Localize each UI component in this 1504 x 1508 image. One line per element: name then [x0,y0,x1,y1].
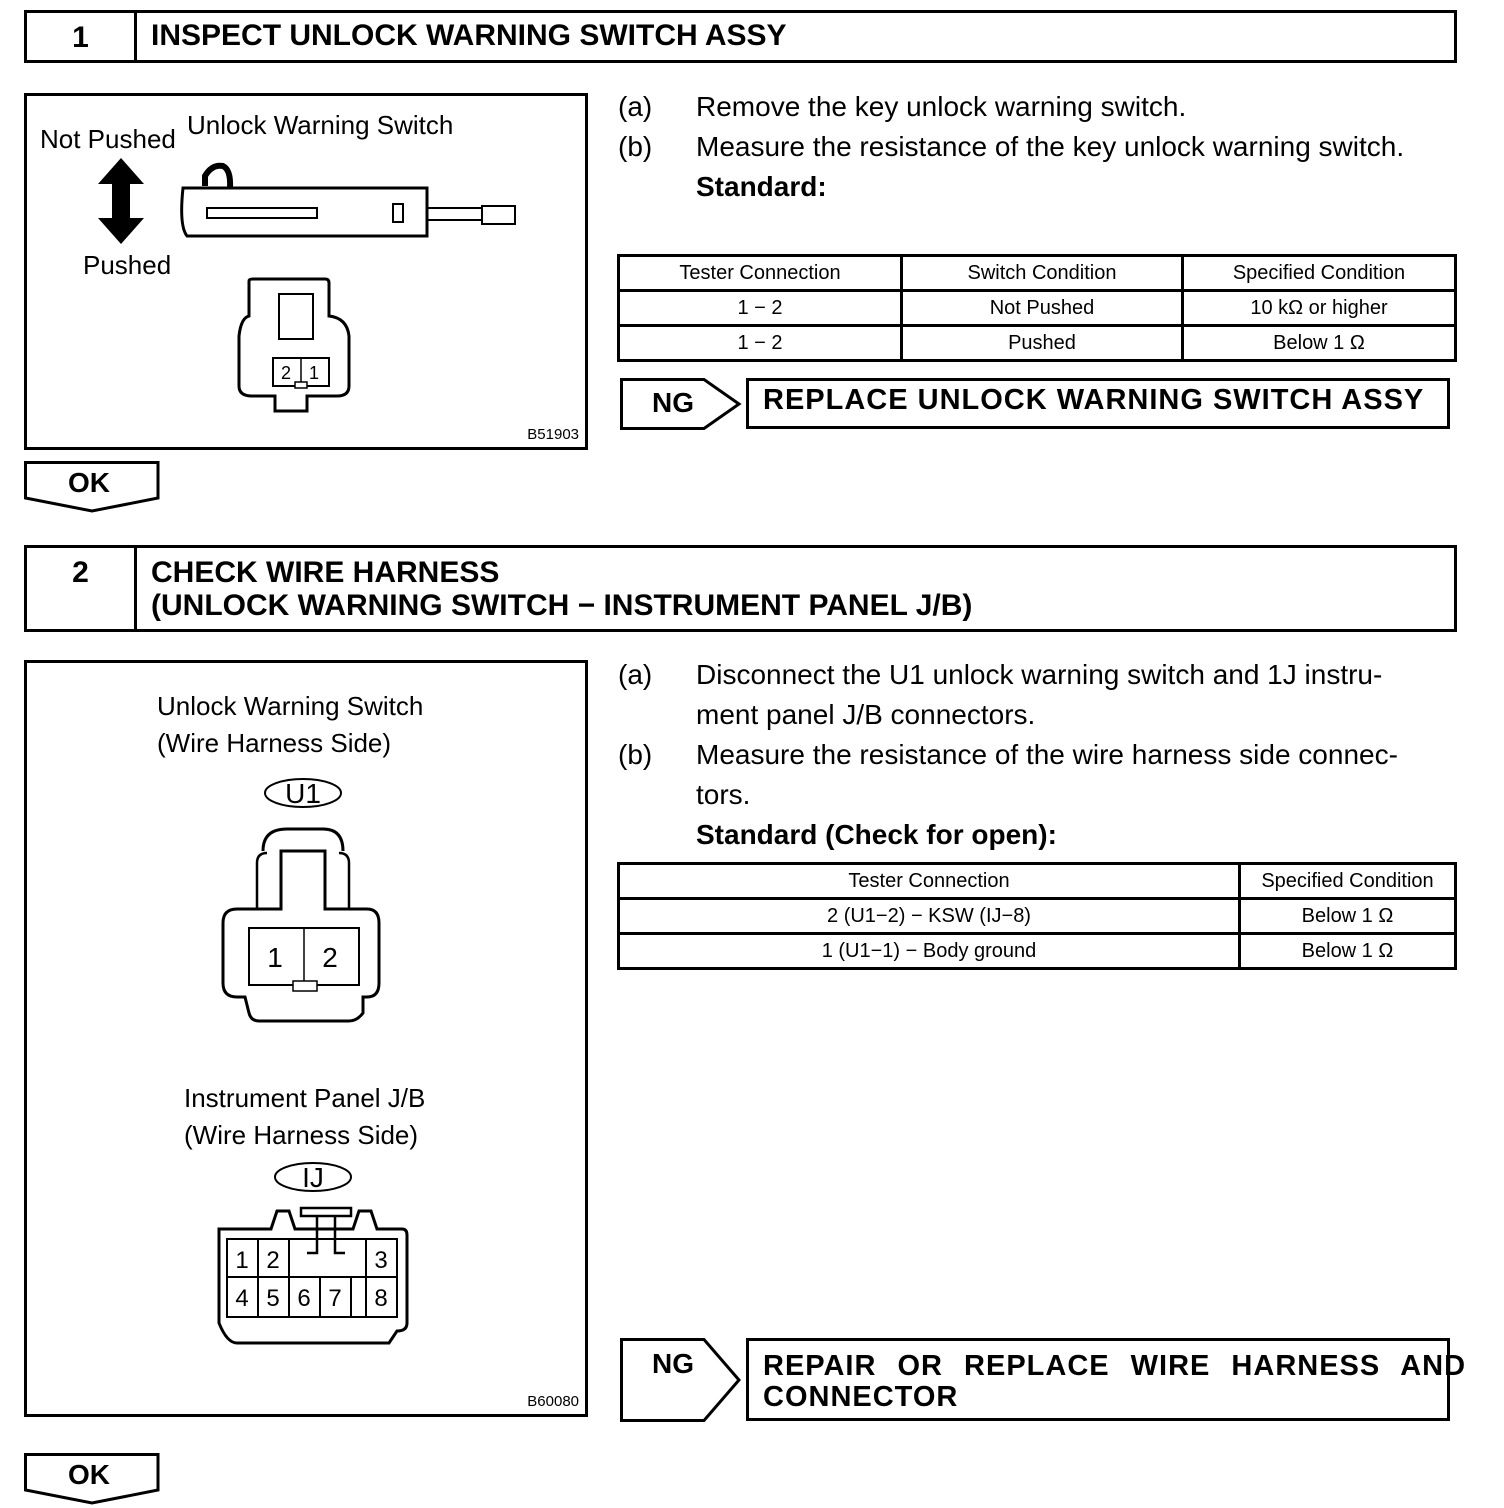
table-header: Tester Connection [619,864,1240,899]
step-label: (b) [618,739,653,770]
ok-label: OK [68,1459,110,1490]
table-cell: 10 kΩ or higher [1183,291,1456,326]
table-header: Specified Condition [1183,256,1456,291]
step-label: (a) [618,91,653,122]
ij-pin-1: 1 [235,1247,249,1274]
ij-pin-4: 4 [235,1285,249,1312]
step2-spec-table [617,862,1457,970]
step-text: Measure the resistance of the wire harness side connec- [696,739,1398,770]
u1-pin-1: 1 [267,942,283,973]
ij-pin-6: 6 [297,1285,311,1312]
table-cell: Below 1 Ω [1183,326,1456,361]
connector-drawings [27,663,585,1414]
u1-badge: U1 [285,778,321,809]
step-text: Disconnect the U1 unlock warning switch and 1J instru- [696,659,1383,690]
step-text: Remove the key unlock warning switch. [696,91,1187,122]
table-cell: Below 1 Ω [1240,899,1456,934]
table-header-row [619,256,1456,291]
step1-header [24,10,1457,63]
step-text: ment panel J/B connectors. [696,699,1036,730]
table-header: Switch Condition [902,256,1183,291]
figure-label-switch: Unlock Warning Switch [187,110,454,140]
step-label: (a) [618,659,653,690]
step-number: 1 [27,13,137,60]
ng-action-text: REPLACE UNLOCK WARNING SWITCH ASSY [763,384,1425,416]
step-title [137,548,1454,629]
table-header-row [619,864,1456,899]
figure-label: (Wire Harness Side) [184,1120,419,1150]
step-label: (b) [618,131,653,162]
table-header: Specified Condition [1240,864,1456,899]
table-row [619,934,1456,969]
ng-action-text: REPAIR OR REPLACE WIRE HARNESS AND [763,1350,1467,1382]
table-row [619,291,1456,326]
standard-label: Standard: [696,171,827,202]
figure-label: Unlock Warning Switch [157,691,424,721]
figure-label: (Wire Harness Side) [157,728,392,758]
ij-pin-8: 8 [374,1285,388,1312]
step-title: INSPECT UNLOCK WARNING SWITCH ASSY [151,19,787,52]
ok-arrow [24,461,160,513]
switch-figure [24,93,588,450]
u1-pin-2: 2 [322,942,338,973]
table-header: Tester Connection [619,256,902,291]
ij-pin-7: 7 [328,1285,342,1312]
ng-action-box [746,378,1450,429]
step2-instructions [618,655,1458,855]
step-text: Measure the resistance of the key unlock warning switch. [696,131,1405,162]
step1-spec-table [617,254,1457,362]
table-cell: 1 − 2 [619,291,902,326]
table-cell: 1 (U1−1) − Body ground [619,934,1240,969]
figure-label-not-pushed: Not Pushed [40,124,176,154]
table-row [619,326,1456,361]
table-cell: Below 1 Ω [1240,934,1456,969]
figure-code: B51903 [527,426,579,443]
ij-pin-3: 3 [374,1247,388,1274]
switch-drawing [27,96,585,447]
pin-1: 1 [309,363,320,383]
step-text: tors. [696,779,751,810]
figure-code: B60080 [527,1393,579,1410]
step2-header [24,545,1457,632]
step-title-line: (UNLOCK WARNING SWITCH − INSTRUMENT PANEL J/B) [151,589,973,622]
ij-badge: IJ [302,1162,324,1193]
standard-label: Standard (Check for open): [696,819,1057,850]
ij-pin-2: 2 [266,1247,280,1274]
ij-pin-5: 5 [266,1285,280,1312]
table-row [619,899,1456,934]
ng-arrow [620,378,742,430]
figure-label-pushed: Pushed [83,250,172,280]
table-cell: Pushed [902,326,1183,361]
table-cell: Not Pushed [902,291,1183,326]
step-number: 2 [27,548,137,629]
double-arrow-icon [98,158,144,244]
figure-label: Instrument Panel J/B [184,1083,426,1113]
table-cell: 1 − 2 [619,326,902,361]
ok-arrow [24,1453,160,1505]
step1-instructions [618,87,1478,207]
step-title-line: CHECK WIRE HARNESS [151,556,500,589]
ng-action-text: CONNECTOR [763,1381,959,1413]
table-cell: 2 (U1−2) − KSW (IJ−8) [619,899,1240,934]
ng-label: NG [652,387,694,418]
ng-action-box [746,1338,1467,1421]
ng-arrow [620,1338,742,1422]
connector-figure [24,660,588,1417]
ok-label: OK [68,467,110,498]
ng-label: NG [652,1348,694,1379]
pin-2: 2 [281,363,292,383]
